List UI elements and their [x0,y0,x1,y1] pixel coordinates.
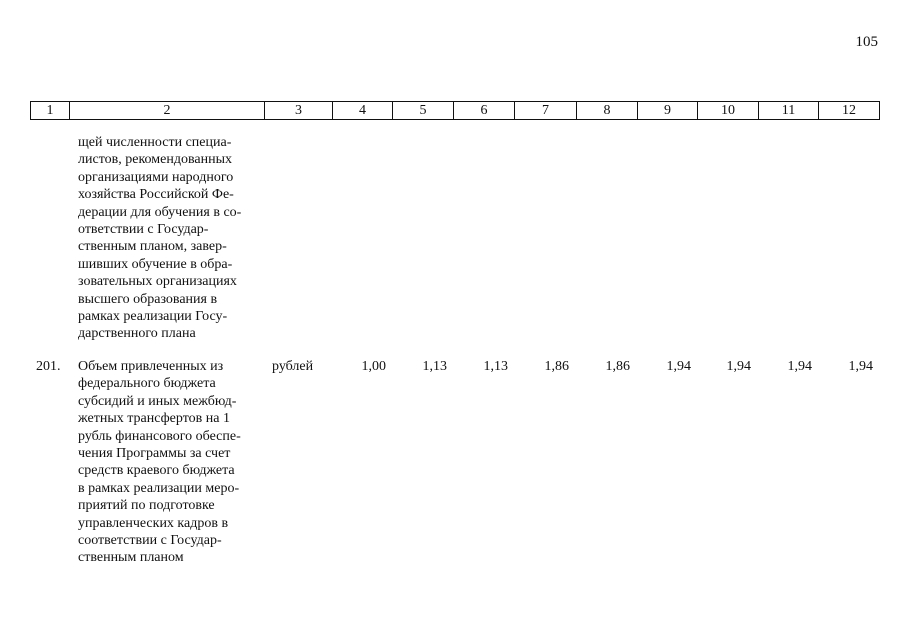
text-line: субсидий и иных межбюд- [78,393,237,409]
text-line: федерального бюджета [78,376,216,392]
row-number: 201. [36,359,61,374]
text-line: чения Программы за счет [78,446,231,462]
text-line: ответствии с Государ- [78,222,209,238]
text-line: дерации для обучения в со- [78,204,242,220]
text-line: приятий по подготовке [78,498,215,514]
column-header-8: 8 [577,102,638,120]
value-col-5: 1,13 [422,359,447,374]
text-line: шивших обучение в обра- [78,256,233,272]
column-header-1: 1 [31,102,70,120]
text-line: ственным планом, завер- [78,239,227,255]
column-header-11: 11 [759,102,819,120]
text-line: листов, рекомендованных [78,152,232,168]
text-line: управленческих кадров в [78,515,229,531]
text-line: хозяйства Российской Фе- [78,187,234,203]
value-col-7: 1,86 [544,359,569,374]
text-line: ственным планом [78,550,184,566]
column-header-3: 3 [265,102,333,120]
text-line: дарственного плана [78,326,196,342]
value-col-10: 1,94 [726,359,751,374]
text-line: высшего образования в [78,291,218,307]
text-line: организациями народного [78,169,234,185]
column-header-9: 9 [638,102,698,120]
text-line: рубль финансового обеспе- [78,428,241,444]
text-line: рамках реализации Госу- [78,309,228,325]
column-header-10: 10 [698,102,759,120]
text-line: щей численности специа- [78,135,232,150]
text-line: в рамках реализации меро- [78,480,240,496]
column-header-6: 6 [454,102,515,120]
text-line: зовательных организациях [78,274,237,290]
value-col-9: 1,94 [666,359,691,374]
text-line: соответствии с Государ- [78,533,222,549]
value-col-8: 1,86 [605,359,630,374]
column-header-row [30,101,880,120]
indicator-description [78,358,258,567]
value-col-4: 1,00 [361,359,386,374]
column-header-2: 2 [70,102,265,120]
column-header-12: 12 [819,102,880,120]
value-col-11: 1,94 [787,359,812,374]
unit-of-measure: рублей [272,359,314,374]
text-line: средств краевого бюджета [78,463,235,479]
continued-indicator-description [78,134,258,343]
value-col-12: 1,94 [848,359,873,374]
column-header-4: 4 [333,102,393,120]
text-line: жетных трансфертов на 1 [78,411,230,427]
column-header-5: 5 [393,102,454,120]
page-number: 105 [855,34,878,50]
text-line: Объем привлеченных из [78,359,224,374]
value-col-6: 1,13 [483,359,508,374]
column-header-7: 7 [515,102,577,120]
